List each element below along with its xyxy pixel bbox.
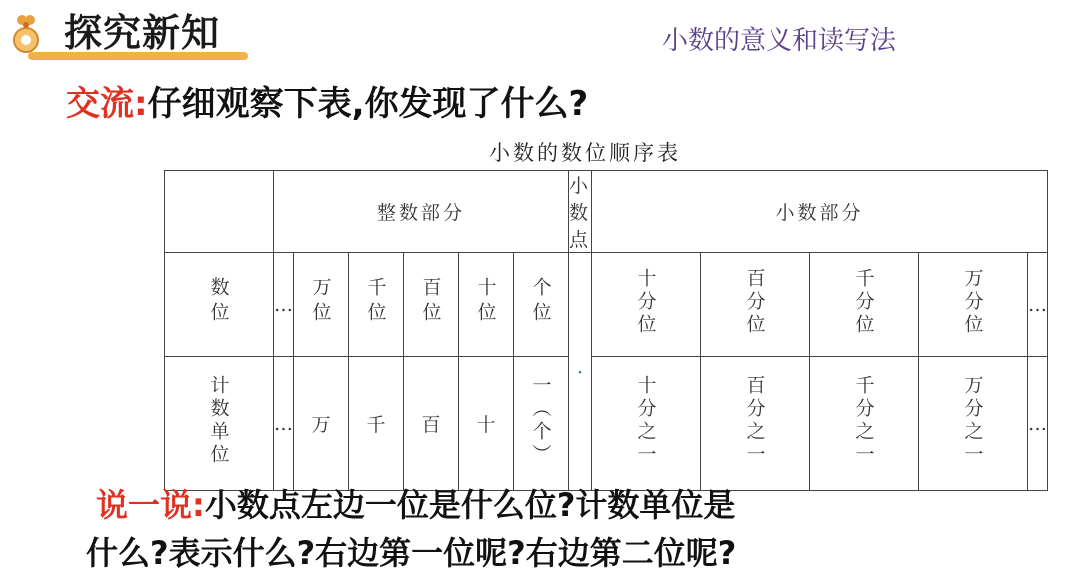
corner-cell	[165, 171, 274, 253]
unit-cell: 百	[404, 357, 459, 491]
integer-part-header: 整数部分	[274, 171, 569, 253]
place-cell: 万位	[294, 253, 349, 357]
place-cell: 百分位	[701, 253, 810, 357]
decimal-point-symbol: ·	[576, 359, 584, 384]
lesson-title: 小数的意义和读写法	[662, 26, 897, 56]
place-cell: 千分位	[810, 253, 919, 357]
discussion-lead: 说一说:	[96, 486, 205, 524]
table-title: 小数的数位顺序表	[489, 141, 681, 165]
exchange-lead: 交流:	[66, 84, 148, 124]
row-label-place: 数位	[165, 253, 274, 357]
unit-row	[165, 357, 1048, 491]
place-cell: 百位	[404, 253, 459, 357]
unit-cell: 万分之一	[919, 357, 1028, 491]
discussion-text-1: 小数点左边一位是什么位?计数单位是	[204, 486, 736, 524]
unit-cell: 千分之一	[810, 357, 919, 491]
decimal-point-header: 小数点	[569, 171, 592, 253]
unit-cell: 百分之一	[701, 357, 810, 491]
place-cell: …	[274, 253, 294, 357]
exchange-text: 仔细观察下表,你发现了什么?	[147, 84, 589, 124]
place-row	[165, 253, 1048, 357]
discussion-prompt-line2: 什么?表示什么?右边第一位呢?右边第二位呢?	[86, 534, 737, 572]
row-label-unit: 计数单位	[165, 357, 274, 491]
unit-cell: 十分之一	[592, 357, 701, 491]
page-title: 探究新知	[64, 11, 221, 55]
place-cell: 万分位	[919, 253, 1028, 357]
discussion-prompt-line1	[96, 480, 735, 526]
exchange-question	[66, 76, 588, 125]
place-cell: 千位	[349, 253, 404, 357]
unit-cell: 万	[294, 357, 349, 491]
place-cell: 十分位	[592, 253, 701, 357]
place-cell: …	[1028, 253, 1048, 357]
place-cell: 个位	[514, 253, 569, 357]
unit-cell: 一（个）	[514, 357, 569, 491]
unit-cell: …	[274, 357, 294, 491]
table-header-row	[165, 171, 1048, 253]
place-value-table	[164, 170, 1048, 491]
decimal-point-cell	[569, 253, 592, 491]
unit-cell: 十	[459, 357, 514, 491]
unit-cell: …	[1028, 357, 1048, 491]
unit-cell: 千	[349, 357, 404, 491]
decimal-part-header: 小数部分	[592, 171, 1048, 253]
place-cell: 十位	[459, 253, 514, 357]
